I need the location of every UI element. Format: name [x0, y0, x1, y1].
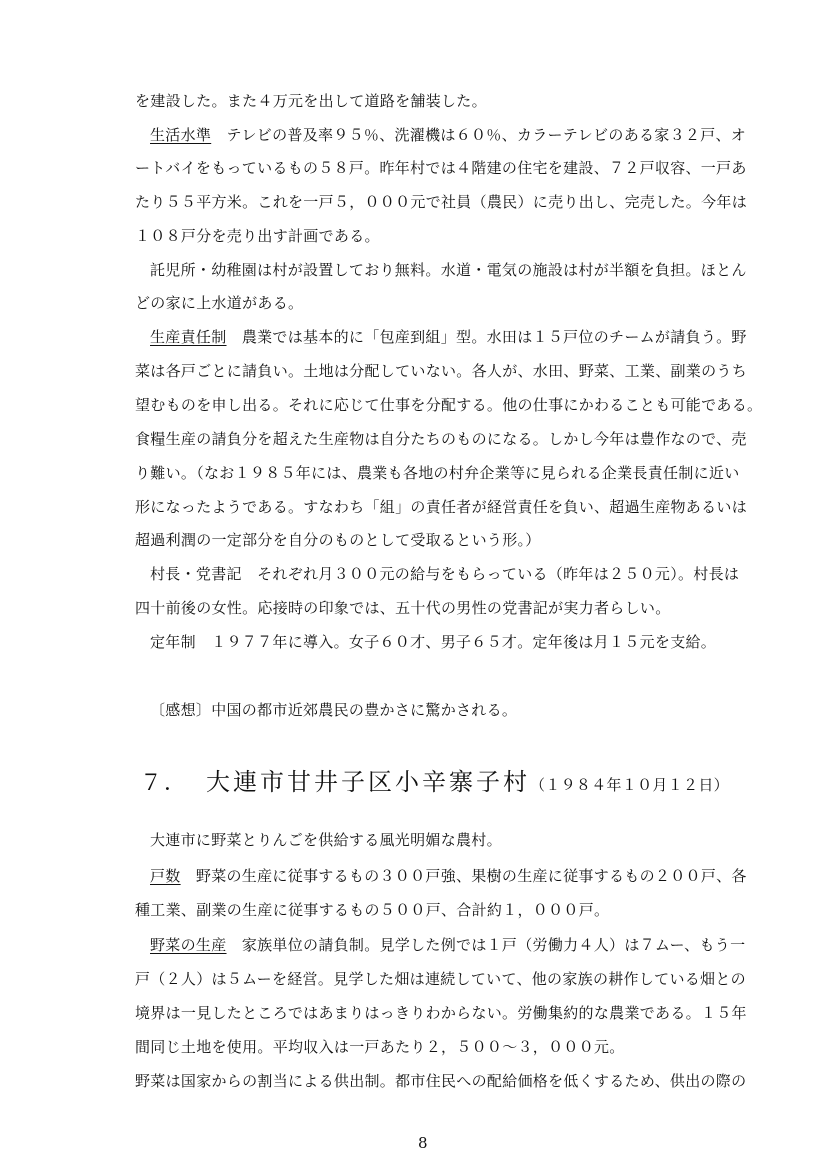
section-label-vegetable-production: 野菜の生産: [150, 936, 227, 954]
line-text: 間同じ土地を使用。平均収入は一戸あたり２，５００～３，０００元。: [135, 1038, 625, 1056]
text-line-21: [150, 935, 745, 955]
text-line-17: [150, 632, 716, 652]
line-text: を建設した。また４万元を出して道路を舗装した。: [135, 92, 487, 110]
text-line-15: [150, 564, 739, 584]
text-line-25: [135, 1071, 746, 1091]
line-text: 形になったようである。すなわち「組」の責任者が経営責任を負い、超過生産物あるいは: [135, 498, 748, 516]
impressions-line: [150, 700, 517, 720]
text-line-12: [135, 463, 740, 483]
line-text: 家族単位の請負制。見学した例では１戸（労働力４人）は７ムー、もう一: [226, 936, 746, 954]
text-line-8: [150, 327, 747, 347]
text-line-5: [135, 226, 380, 246]
section-heading: [140, 762, 729, 797]
line-text: 種工業、副業の生産に従事するもの５００戸、合計約１，０００戸。: [135, 901, 610, 919]
text-line-11: [135, 429, 747, 449]
section-label-production-responsibility: 生産責任制: [150, 328, 227, 346]
line-text: 野菜は国家からの割当による供出制。都市住民への配給価格を低くするため、供出の際の: [135, 1072, 747, 1090]
text-line-23: [135, 1003, 747, 1023]
line-text: テレビの普及率９５％、洗濯機は６０％、カラーテレビのある家３２戸、オ: [211, 126, 747, 144]
line-text: どの家に上水道がある。: [135, 294, 304, 312]
page-number: 8: [418, 1134, 428, 1152]
line-text: 菜は各戸ごとに請負い。土地は分配していない。各人が、水田、野菜、工業、副業のうち: [135, 362, 748, 380]
line-text: 境界は一見したところではあまりはっきりわからない。労働集約的な農業である。１５年: [135, 1004, 747, 1022]
line-text: 村長・党書記 それぞれ月３００元の給与をもらっている（昨年は２５０元）。村長は: [150, 565, 740, 583]
line-text: 〔感想〕中国の都市近郊農民の豊かさに驚かされる。: [150, 701, 518, 719]
section-label-households: 戸数: [150, 867, 181, 885]
text-line-4: [135, 192, 747, 212]
section-number: ７．: [140, 771, 189, 796]
text-line-18: [150, 830, 502, 850]
text-line-20: [135, 900, 609, 920]
line-text: 望むものを申し出る。それに応じて仕事を分配する。他の仕事にかわることも可能である。: [135, 396, 763, 414]
line-text: ートバイをもっているもの５８戸。昨年村では４階建の住宅を建設、７２戸収容、一戸あ: [135, 159, 747, 177]
line-text: 野菜の生産に従事するもの３００戸強、果樹の生産に従事するもの２００戸、各: [180, 867, 747, 885]
text-line-3: [135, 158, 747, 178]
text-line-24: [135, 1037, 625, 1057]
text-line-7: [135, 293, 303, 313]
line-text: 四十前後の女性。応接時の印象では、五十代の男性の党書記が実力者らしい。: [135, 599, 671, 617]
section-title: 大連市甘井子区小辛寨子村: [206, 768, 531, 796]
line-text: １０８戸分を売り出す計画である。: [135, 227, 380, 245]
line-text: たり５５平方米。これを一戸５，０００元で社員（農民）に売り出し、完売した。今年は: [135, 193, 748, 211]
text-line-14: [135, 530, 541, 550]
text-line-9: [135, 361, 747, 381]
line-text: 託児所・幼稚園は村が設置しており無料。水道・電気の施設は村が半額を負担。ほとん: [150, 261, 747, 279]
line-text: り難い。（なお１９８５年には、農業も各地の村弁企業等に見られる企業長責任制に近い: [135, 464, 740, 482]
line-text: 食糧生産の請負分を超えた生産物は自分たちのものになる。しかし今年は豊作なので、売: [135, 430, 747, 448]
line-text: 定年制 １９７７年に導入。女子６０才、男子６５才。定年後は月１５元を支給。: [150, 633, 717, 651]
text-line-19: [150, 866, 747, 886]
line-text: 農業では基本的に「包産到組」型。水田は１５戸位のチームが請負う。野: [226, 328, 747, 346]
text-line-22: [135, 969, 746, 989]
line-text: 大連市に野菜とりんごを供給する風光明媚な農村。: [150, 831, 502, 849]
section-date: （１９８４年１０月１２日）: [530, 776, 729, 794]
line-text: 超過利潤の一定部分を自分のものとして受取るという形。）: [135, 531, 541, 549]
section-label-living-standard: 生活水準: [150, 126, 212, 144]
text-line-13: [135, 497, 747, 517]
text-line-16: [135, 598, 671, 618]
text-line-1: [135, 91, 487, 111]
line-text: 戸（２人）は５ムーを経営。見学した畑は連続していて、他の家族の耕作している畑との: [135, 970, 746, 988]
text-line-6: [150, 260, 747, 280]
text-line-2: [150, 125, 746, 145]
text-line-10: [135, 395, 762, 415]
